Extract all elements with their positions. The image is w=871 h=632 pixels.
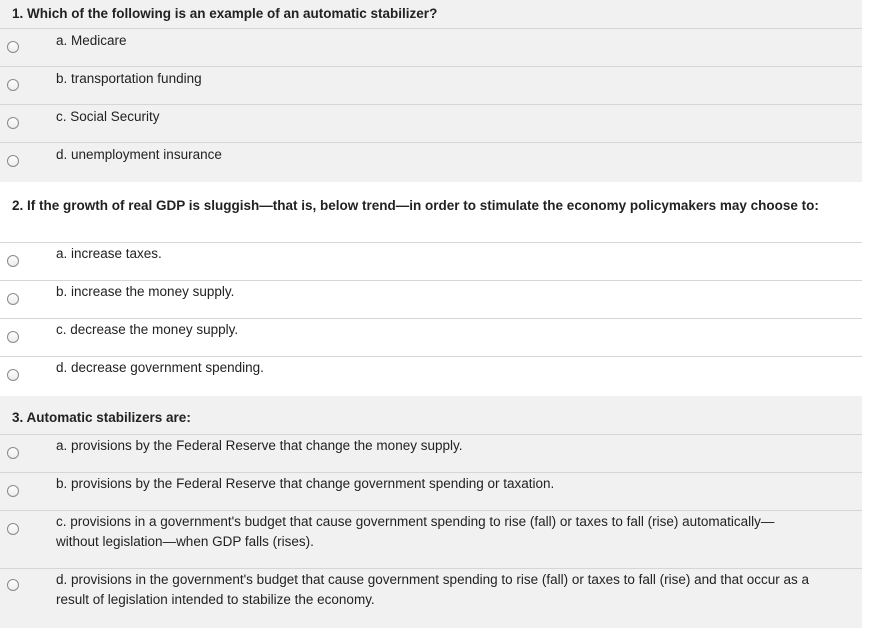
question-1-option-b[interactable] xyxy=(0,66,862,105)
radio-button[interactable] xyxy=(7,79,19,91)
question-3-option-a[interactable] xyxy=(0,434,862,473)
radio-button[interactable] xyxy=(7,485,19,497)
question-2-text: 2. If the growth of real GDP is sluggish—that is, below trend—in order to stimulate the economy policymakers may choose to: xyxy=(12,198,819,213)
option-label: d. provisions in the government's budget that cause government spending to rise (fall) or taxes to fall (rise) and that occur as a result of legislation intended to stabilize the economy. xyxy=(56,572,809,607)
option-label: b. provisions by the Federal Reserve that change government spending or taxation. xyxy=(56,476,555,491)
option-label: d. decrease government spending. xyxy=(56,360,264,375)
radio-button[interactable] xyxy=(7,369,19,381)
radio-button[interactable] xyxy=(7,255,19,267)
radio-button[interactable] xyxy=(7,293,19,305)
question-2-option-c[interactable] xyxy=(0,318,862,357)
option-label: b. increase the money supply. xyxy=(56,284,235,299)
question-2 xyxy=(0,182,862,396)
option-label: c. Social Security xyxy=(56,109,160,124)
question-3-option-b[interactable] xyxy=(0,472,862,511)
question-1-option-c[interactable] xyxy=(0,104,862,143)
question-3-option-c[interactable] xyxy=(0,510,862,569)
question-2-option-b[interactable] xyxy=(0,280,862,319)
question-3 xyxy=(0,396,862,628)
option-label: b. transportation funding xyxy=(56,71,202,86)
question-1 xyxy=(0,0,862,182)
option-label: c. decrease the money supply. xyxy=(56,322,239,337)
question-3-option-d[interactable] xyxy=(0,568,862,629)
radio-button[interactable] xyxy=(7,155,19,167)
option-label: c. provisions in a government's budget that cause government spending to rise (fall) or taxes to fall (rise) automatically—without legislation—when GDP falls (rises). xyxy=(56,514,775,549)
radio-button[interactable] xyxy=(7,523,19,535)
option-label: a. Medicare xyxy=(56,33,127,48)
option-label: a. provisions by the Federal Reserve that change the money supply. xyxy=(56,438,463,453)
question-2-option-d[interactable] xyxy=(0,356,862,397)
option-label: d. unemployment insurance xyxy=(56,147,222,162)
question-1-option-d[interactable] xyxy=(0,142,862,183)
question-1-option-a[interactable] xyxy=(0,28,862,67)
radio-button[interactable] xyxy=(7,331,19,343)
radio-button[interactable] xyxy=(7,447,19,459)
question-2-option-a[interactable] xyxy=(0,242,862,281)
question-1-text: 1. Which of the following is an example of an automatic stabilizer? xyxy=(12,6,438,21)
radio-button[interactable] xyxy=(7,41,19,53)
radio-button[interactable] xyxy=(7,117,19,129)
option-label: a. increase taxes. xyxy=(56,246,162,261)
radio-button[interactable] xyxy=(7,579,19,591)
question-3-text: 3. Automatic stabilizers are: xyxy=(12,410,191,425)
